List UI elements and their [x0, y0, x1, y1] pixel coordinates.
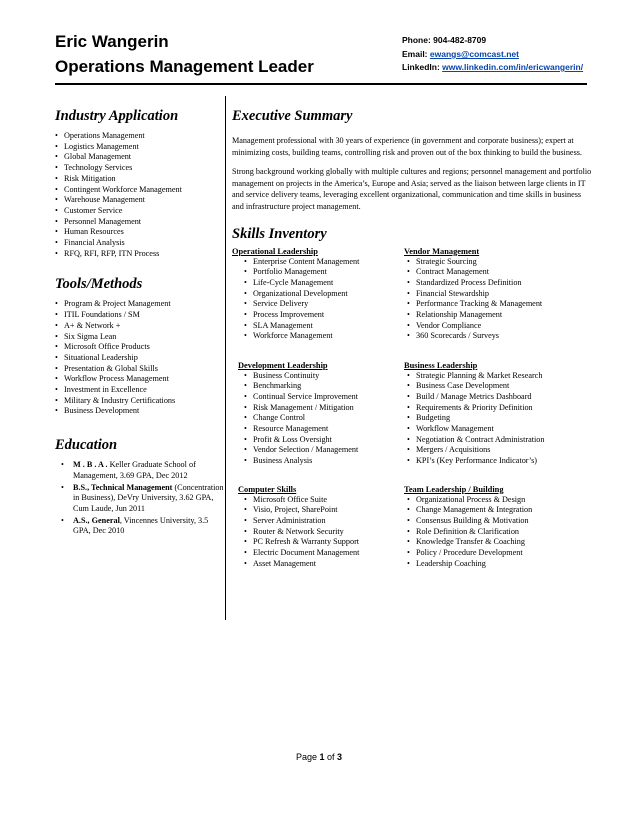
list-item: • Build / Manage Metrics Dashboard: [407, 392, 592, 403]
skill-list: [407, 257, 589, 343]
skill-group-operational: [232, 247, 402, 343]
list-item: • Portfolio Management: [244, 267, 402, 278]
list-item: • Human Resources: [55, 227, 225, 238]
list-item: • Budgeting: [407, 413, 592, 424]
list-item: • Requirements & Priority Definition: [407, 403, 592, 414]
education-list: [55, 460, 225, 537]
list-item: [59, 483, 225, 515]
list-item: • Military & Industry Certifications: [55, 396, 225, 407]
list-item: • Business Development: [55, 406, 225, 417]
list-item: • Consensus Building & Motivation: [407, 516, 592, 527]
list-item: • Vendor Compliance: [407, 321, 589, 332]
list-item: • Business Continuity: [244, 371, 402, 382]
list-item: • Performance Tracking & Management: [407, 299, 589, 310]
skill-group-business: [404, 361, 592, 467]
page-of-label: of: [324, 752, 338, 762]
skill-list: [244, 371, 402, 467]
industry-heading: Industry Application: [55, 108, 179, 124]
list-item: • Microsoft Office Suite: [244, 495, 402, 506]
list-item: • Six Sigma Lean: [55, 332, 225, 343]
left-column: [55, 108, 225, 538]
list-item: • Profit & Loss Oversight: [244, 435, 402, 446]
email-label: Email:: [402, 49, 430, 59]
degree: B.S., Technical Management: [73, 482, 173, 492]
school-info: (Concentration in Business), DeVry University, 3.62 GPA, Cum Laude, Jun 2011: [73, 482, 224, 513]
resume-title: Operations Management Leader: [55, 57, 314, 76]
list-item: • Relationship Management: [407, 310, 589, 321]
school-info: , Vincennes University, 3.5 GPA, Dec 2010: [73, 515, 209, 536]
list-item: • Visio, Project, SharePoint: [244, 505, 402, 516]
email-line: [402, 49, 519, 59]
skill-list: [407, 371, 592, 467]
skill-group-development: [238, 361, 402, 467]
degree: M . B . A .: [73, 460, 108, 470]
list-item: • Mergers / Acquisitions: [407, 445, 592, 456]
list-item: • Contract Management: [407, 267, 589, 278]
linkedin-line: [402, 62, 583, 72]
skill-list: [244, 257, 402, 343]
list-item: • Presentation & Global Skills: [55, 364, 225, 375]
list-item: • Technology Services: [55, 163, 225, 174]
list-item: • Strategic Sourcing: [407, 257, 589, 268]
tools-list: [55, 299, 225, 417]
list-item: • Organizational Development: [244, 289, 402, 300]
page-number: 1: [319, 752, 325, 762]
page-label: Page: [295, 752, 320, 762]
skills-heading: Skills Inventory: [232, 225, 327, 242]
list-item: • Contingent Workforce Management: [55, 185, 225, 196]
skill-group-computer: [238, 485, 402, 570]
list-item: • Operations Management: [55, 131, 225, 142]
degree: A.S., General: [73, 515, 120, 525]
tools-heading: Tools/Methods: [55, 276, 143, 293]
skill-group-title: Operational Leadership: [232, 246, 318, 256]
resume-name: Eric Wangerin: [55, 32, 169, 51]
industry-list: [55, 131, 225, 259]
list-item: • A+ & Network +: [55, 321, 225, 332]
list-item: • Policy / Procedure Development: [407, 548, 592, 559]
skill-group-title: Business Leadership: [404, 360, 478, 370]
column-divider: [225, 96, 226, 620]
list-item: • Negotiation & Contract Administration: [407, 435, 592, 446]
summary-heading: Executive Summary: [232, 108, 353, 124]
list-item: • Financial Analysis: [55, 238, 225, 249]
list-item: • Program & Project Management: [55, 299, 225, 310]
skills-grid: [232, 247, 592, 607]
list-item: • Investment in Excellence: [55, 385, 225, 396]
list-item: • Situational Leadership: [55, 353, 225, 364]
skill-list: [244, 495, 402, 570]
list-item: • Logistics Management: [55, 142, 225, 153]
skill-group-vendor: [404, 247, 589, 343]
email-link[interactable]: ewangs@comcast.net: [429, 49, 519, 59]
skill-list: [407, 495, 592, 570]
list-item: • Standardized Process Definition: [407, 278, 589, 289]
list-item: • Microsoft Office Products: [55, 342, 225, 353]
summary-paragraph: Management professional with 30 years of experience (in government and corporate business); expert at minimizing costs, building teams, controlling risk and proven out of the box thinking to build the business.: [232, 136, 582, 157]
list-item: • Enterprise Content Management: [244, 257, 402, 268]
list-item: • Asset Management: [244, 559, 402, 570]
list-item: • Service Delivery: [244, 299, 402, 310]
list-item: • 360 Scorecards / Surveys: [407, 331, 589, 342]
list-item: • Server Administration: [244, 516, 402, 527]
list-item: • Business Analysis: [244, 456, 402, 467]
list-item: • KPI’s (Key Performance Indicator’s): [407, 456, 592, 467]
list-item: • Workflow Management: [407, 424, 592, 435]
list-item: • Business Case Development: [407, 381, 592, 392]
list-item: • Leadership Coaching: [407, 559, 592, 570]
list-item: • Benchmarking: [244, 381, 402, 392]
list-item: • ITIL Foundations / SM: [55, 310, 225, 321]
list-item: • Customer Service: [55, 206, 225, 217]
list-item: • Organizational Process & Design: [407, 495, 592, 506]
list-item: [59, 516, 225, 537]
skill-group-title: Vendor Management: [404, 246, 480, 256]
list-item: • Risk Management / Mitigation: [244, 403, 402, 414]
skill-group-team: [404, 485, 592, 570]
school-info: Keller Graduate School of Management, 3.69 GPA, Dec 2012: [73, 460, 196, 480]
list-item: • Vendor Selection / Management: [244, 445, 402, 456]
list-item: • SLA Management: [244, 321, 402, 332]
list-item: • Resource Management: [244, 424, 402, 435]
list-item: • Personnel Management: [55, 217, 225, 228]
list-item: • Warehouse Management: [55, 195, 225, 206]
list-item: • Change Control: [244, 413, 402, 424]
summary-paragraph: Strong background working globally with multiple cultures and regions; personnel management and portfolio management on projects in the America’s, Europe and Asia; served as the liaison between large clients in IT and service delivery teams, leveraging excellent organizational, communication and time skills in business and infrastructure project management.: [232, 167, 592, 211]
page-total: 3: [337, 752, 343, 762]
list-item: • Router & Network Security: [244, 527, 402, 538]
list-item: • Change Management & Integration: [407, 505, 592, 516]
list-item: • Financial Stewardship: [407, 289, 589, 300]
header-rule: [55, 83, 587, 85]
list-item: • Workflow Process Management: [55, 374, 225, 385]
skill-group-title: Development Leadership: [238, 360, 328, 370]
list-item: • Role Definition & Clarification: [407, 527, 592, 538]
page-footer: [0, 752, 638, 762]
list-item: • Global Management: [55, 152, 225, 163]
education-heading: Education: [55, 437, 118, 454]
list-item: • Process Improvement: [244, 310, 402, 321]
list-item: • Strategic Planning & Market Research: [407, 371, 592, 382]
list-item: • Life-Cycle Management: [244, 278, 402, 289]
list-item: • Continual Service Improvement: [244, 392, 402, 403]
linkedin-label: LinkedIn:: [402, 62, 443, 72]
list-item: • PC Refresh & Warranty Support: [244, 537, 402, 548]
list-item: [59, 460, 225, 481]
list-item: • Electric Document Management: [244, 548, 402, 559]
list-item: • Workforce Management: [244, 331, 402, 342]
linkedin-link[interactable]: www.linkedin.com/in/ericwangerin/: [442, 62, 584, 72]
skill-group-title: Computer Skills: [238, 484, 297, 494]
list-item: • Risk Mitigation: [55, 174, 225, 185]
skill-group-title: Team Leadership / Building: [404, 484, 504, 494]
right-column: [232, 108, 592, 607]
list-item: • RFQ, RFI, RFP, ITN Process: [55, 249, 225, 260]
list-item: • Knowledge Transfer & Coaching: [407, 537, 592, 548]
phone: Phone: 904-482-8709: [402, 35, 487, 45]
